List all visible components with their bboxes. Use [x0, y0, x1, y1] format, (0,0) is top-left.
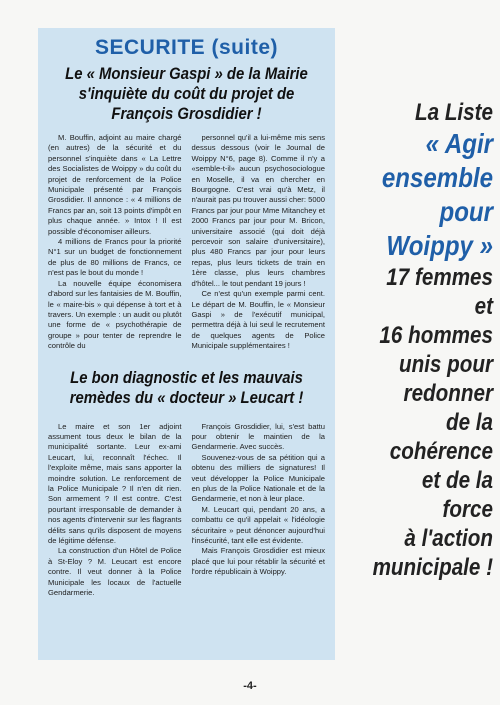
- article2-paragraph: M. Leucart qui, pendant 20 ans, a combattu ce qu'il appelait « l'idéologie sécuritaire » peut dénoncer aujourd'hui l'insécurité, tant elle est évidente.: [191, 504, 325, 545]
- slogan-line: force: [442, 496, 493, 523]
- article2-paragraph: Le maire et son 1er adjoint assument tous deux le bilan de la municipalité sortante. Leur ex-ami Leucart, lui, reconnaît l'échec. Il l'exploite même, mais sans apporter la moindre solution. Le renforcement de la Police Municipale ? Il n'en dit rien. Son armement ? Il est contre. C'est pourtant irresponsable de demander à nos agents d'intervenir sur les flagrants délits sans qu'ils disposent de moyens de légitime défense.: [48, 421, 182, 545]
- article1-paragraph: M. Bouffin, adjoint au maire chargé (en autres) de la sécurité et du personnel s'inquiète dans « La Lettre des Socialistes de Woippy » du coût du projet de renforcement de la Police Municipale présenté par François Grosdidier. Il annonce : « 4 millions de Francs par an, soit 13 points d'impôt en plus chaque année. » Intox ! Il est possible d'économiser ailleurs.: [48, 133, 182, 236]
- slogan-line: et: [474, 293, 493, 320]
- article1-column-1: [48, 133, 182, 352]
- article2-paragraph: Souvenez-vous de sa pétition qui a obtenu des milliers de signatures! Il veut développer la Police Municipale en plus de la Police Nationale et de la Gendarmerie, et non à leur place.: [191, 452, 325, 504]
- slogan-line: redonner: [403, 380, 493, 407]
- article1-columns: [48, 133, 325, 352]
- slogan-line: cohérence: [389, 438, 493, 465]
- slogan-line: ensemble: [381, 162, 493, 193]
- slogan-line: et de la: [421, 467, 493, 494]
- article1-paragraph: personnel qu'il a lui-même mis sens dessus dessous (voir le Journal de Woippy N°6, page 8). Comme il n'y a «semble-t-il» aucun psychosociologue en Moselle, il va en chercher en Bourgogne. C'est vrai qu'à Metz, il n'aurait pas pu trouver aussi cher: 5000 Francs par jour pour Mme Mitanchey et 2000 Francs par jour pour M. Bricon, universitaire associé (qui doit déjà percevoir son salaire d'universitaire), plus 480 Francs par jour pour leurs repas, plus leurs tickets de train en 1ère classe, plus leurs chambres d'hôtel... le tout pendant 19 jours !: [191, 133, 325, 288]
- article2-paragraph: François Grosdidier, lui, s'est battu pour obtenir le maintien de la Gendarmerie. Avec succès.: [191, 421, 325, 452]
- slogan-line: municipale !: [372, 554, 493, 581]
- slogan-line: unis pour: [398, 351, 493, 378]
- article1-paragraph: 4 millions de Francs pour la priorité N°1 sur un budget de fonctionnement de plus de 80 millions de Francs, ce n'est pas le bout du monde !: [48, 237, 182, 278]
- article2-paragraph: Mais François Grosdidier est mieux placé que lui pour rétablir la sécurité et l'ordre républicain à Woippy.: [191, 546, 325, 577]
- article2-headline: Le bon diagnostic et les mauvais remèdes du « docteur » Leucart !: [69, 368, 304, 407]
- slogan-line: 17 femmes: [386, 264, 493, 291]
- article2-column-1: [48, 422, 182, 599]
- article2-paragraph: La construction d'un Hôtel de Police à St-Eloy ? M. Leucart est encore contre. Il veut donner à la Police Municipale les locaux de l'actuelle Gendarmerie.: [48, 546, 182, 598]
- article2-column-2: [192, 422, 326, 599]
- slogan-line: « Agir: [425, 128, 493, 159]
- slogan-line: à l'action: [404, 525, 493, 552]
- campaign-slogan: [364, 98, 493, 582]
- article1-paragraph: Ce n'est qu'un exemple parmi cent. Le départ de M. Bouffin, le « Monsieur Gaspi » de l'exécutif municipal, permettra déjà à lui seul le recrutement de quelques agents de Police Municipale supplémentaires !: [191, 289, 325, 351]
- page-number: -4-: [243, 680, 257, 692]
- slogan-line: Woippy »: [386, 230, 493, 261]
- article1-headline: Le « Monsieur Gaspi » de la Mairie s'inquiète du coût du projet de François Grosdidier !: [65, 65, 308, 123]
- slogan-line: La Liste: [414, 99, 493, 126]
- slogan-line: 16 hommes: [379, 322, 493, 349]
- slogan-line: pour: [439, 196, 493, 227]
- article1-column-2: [192, 133, 326, 352]
- article1-paragraph: La nouvelle équipe économisera d'abord sur les fantaisies de M. Bouffin, le « maire-bis » qui dépense à tort et à travers. Un exemple : un audit ou plutôt une forme de « psychothérapie de groupe » pour tenter de reprendre le contrôle du: [48, 278, 182, 351]
- slogan-line: de la: [445, 409, 493, 436]
- section-title: SECURITE (suite): [94, 36, 278, 59]
- security-article-panel: [38, 28, 335, 660]
- article2-columns: [48, 422, 325, 599]
